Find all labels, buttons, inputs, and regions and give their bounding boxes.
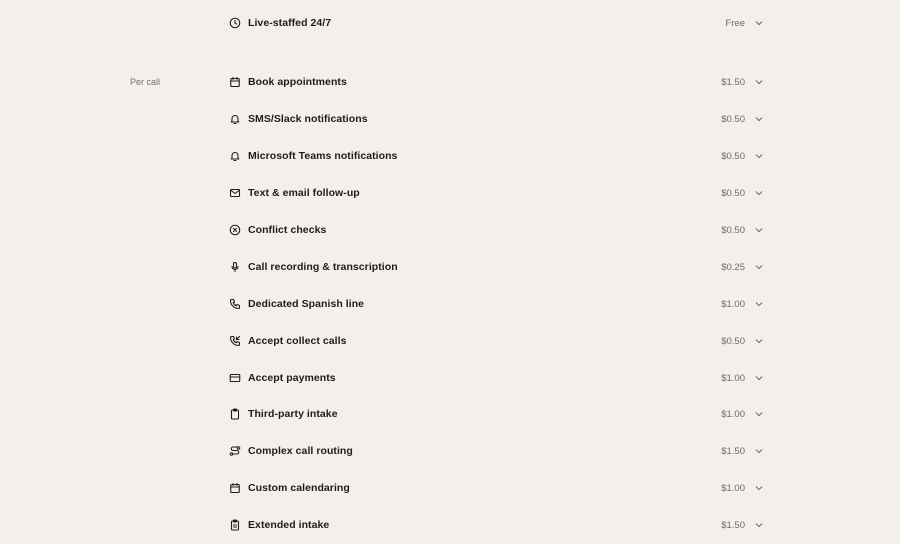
feature-row-accept-collect-calls[interactable]: [229, 329, 763, 353]
feature-price: $1.00: [721, 408, 745, 420]
feature-label: Call recording & transcription: [248, 261, 398, 273]
x-circle-icon: [229, 224, 241, 236]
feature-price: $0.50: [721, 224, 745, 236]
feature-price: $0.50: [721, 187, 745, 199]
chevron-down-icon[interactable]: [755, 521, 763, 529]
feature-row-accept-payments[interactable]: [229, 366, 763, 390]
chevron-down-icon[interactable]: [755, 78, 763, 86]
feature-price: $1.50: [721, 76, 745, 88]
microphone-icon: [229, 261, 241, 273]
feature-row-conflict-checks[interactable]: [229, 218, 763, 242]
chevron-down-icon[interactable]: [755, 115, 763, 123]
feature-price: $0.50: [721, 335, 745, 347]
feature-row-extended-intake[interactable]: [229, 513, 763, 537]
feature-row-text-email-follow-up[interactable]: [229, 181, 763, 205]
calendar-icon: [229, 482, 241, 494]
feature-label: Live-staffed 24/7: [248, 17, 332, 29]
chevron-down-icon[interactable]: [755, 374, 763, 382]
chevron-down-icon[interactable]: [755, 19, 763, 27]
feature-price: $1.50: [721, 519, 745, 531]
chevron-down-icon[interactable]: [755, 152, 763, 160]
feature-label: Book appointments: [248, 76, 347, 88]
bell-icon: [229, 113, 241, 125]
clipboard-icon: [229, 408, 241, 420]
phone-incoming-icon: [229, 335, 241, 347]
feature-price: $1.50: [721, 445, 745, 457]
feature-label: Text & email follow-up: [248, 187, 360, 199]
feature-label: Extended intake: [248, 519, 330, 531]
credit-card-icon: [229, 372, 241, 384]
chevron-down-icon[interactable]: [755, 263, 763, 271]
chevron-down-icon[interactable]: [755, 189, 763, 197]
feature-label: Accept payments: [248, 372, 336, 384]
feature-row-complex-call-routing[interactable]: [229, 439, 763, 463]
chevron-down-icon[interactable]: [755, 226, 763, 234]
feature-label: Third-party intake: [248, 408, 338, 420]
phone-icon: [229, 298, 241, 310]
feature-label: Dedicated Spanish line: [248, 298, 365, 310]
feature-row-call-recording[interactable]: [229, 255, 763, 279]
feature-label: Complex call routing: [248, 445, 353, 457]
chevron-down-icon[interactable]: [755, 484, 763, 492]
route-icon: [229, 445, 241, 457]
chevron-down-icon[interactable]: [755, 337, 763, 345]
feature-price: Free: [725, 17, 745, 29]
feature-label: Accept collect calls: [248, 335, 347, 347]
chevron-down-icon[interactable]: [755, 410, 763, 418]
feature-label: Custom calendaring: [248, 482, 350, 494]
feature-label: SMS/Slack notifications: [248, 113, 368, 125]
feature-row-live-staffed[interactable]: [229, 11, 763, 35]
bell-icon: [229, 150, 241, 162]
feature-row-dedicated-spanish-line[interactable]: [229, 292, 763, 316]
feature-row-sms-slack-notifications[interactable]: [229, 107, 763, 131]
feature-row-book-appointments[interactable]: [229, 70, 763, 94]
clipboard-list-icon: [229, 519, 241, 531]
clock-icon: [229, 17, 241, 29]
feature-price: $0.50: [721, 113, 745, 125]
feature-price: $1.00: [721, 298, 745, 310]
feature-row-teams-notifications[interactable]: [229, 144, 763, 168]
feature-row-custom-calendaring[interactable]: [229, 476, 763, 500]
section-label-per-call: Per call: [130, 77, 161, 87]
feature-price: $1.00: [721, 482, 745, 494]
calendar-icon: [229, 76, 241, 88]
feature-label: Conflict checks: [248, 224, 327, 236]
mail-icon: [229, 187, 241, 199]
feature-price: $0.25: [721, 261, 745, 273]
chevron-down-icon[interactable]: [755, 300, 763, 308]
feature-label: Microsoft Teams notifications: [248, 150, 398, 162]
feature-price: $0.50: [721, 150, 745, 162]
feature-row-third-party-intake[interactable]: [229, 402, 763, 426]
chevron-down-icon[interactable]: [755, 447, 763, 455]
feature-price: $1.00: [721, 372, 745, 384]
